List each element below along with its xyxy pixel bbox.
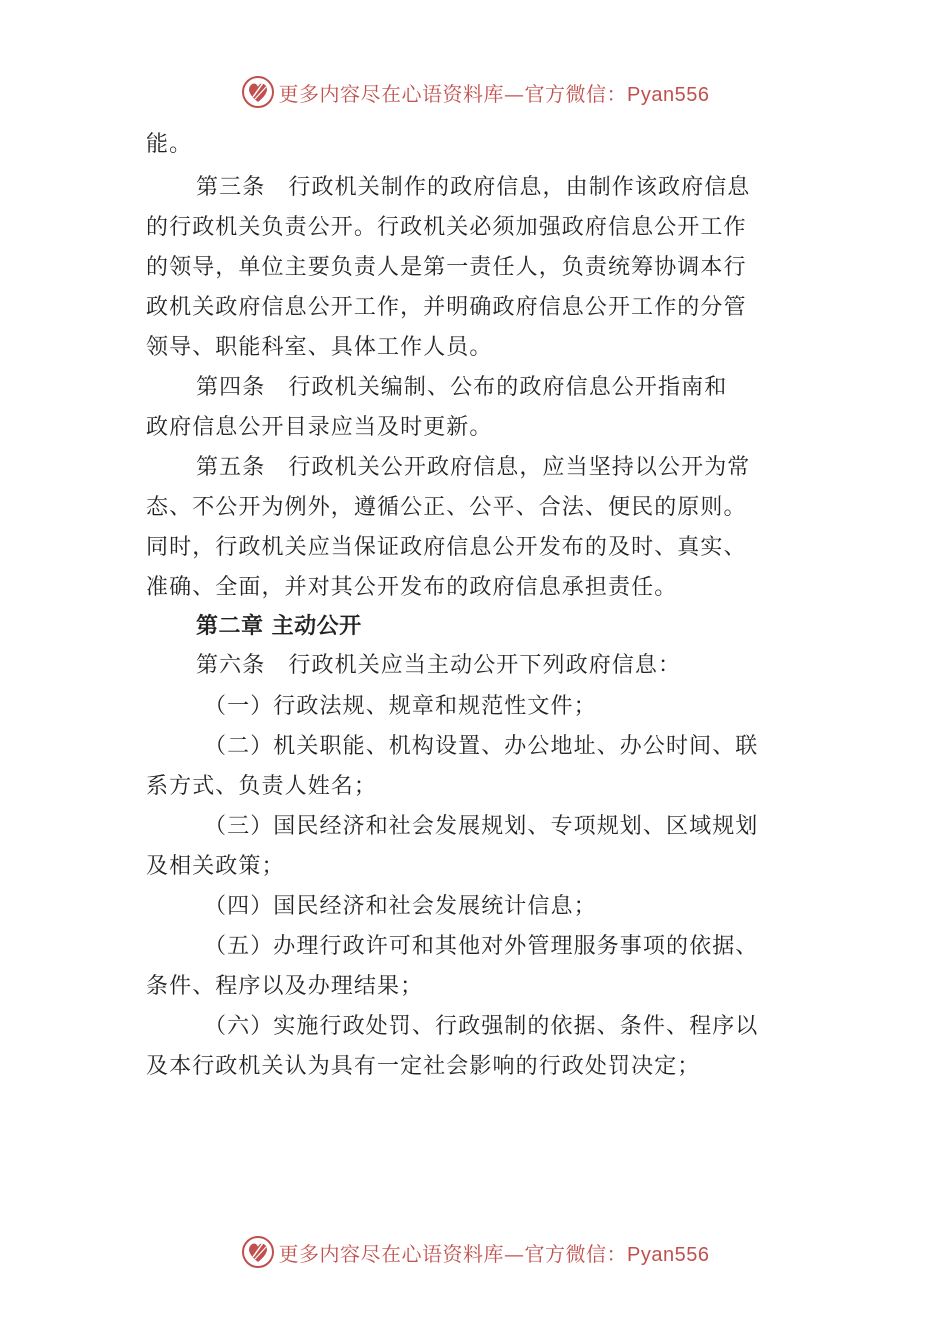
heart-fan-logo-icon [241,1235,275,1269]
text-line: 条件、程序以及办理结果； [146,974,424,999]
text-line: 准确、全面，并对其公开发布的政府信息承担责任。 [146,575,678,600]
list-item: （六）实施行政处罚、行政强制的依据、条件、程序以 [204,1014,759,1039]
list-item: （一）行政法规、规章和规范性文件； [204,694,597,719]
text-line: 能。 [146,132,193,157]
text-line: 政机关政府信息公开工作，并明确政府信息公开工作的分管 [146,295,747,320]
text-line: 领导、职能科室、具体工作人员。 [146,335,493,360]
text-line: 及本行政机关认为具有一定社会影响的行政处罚决定； [146,1054,701,1079]
chapter-heading: 第二章 主动公开 [196,614,362,639]
list-item: （四）国民经济和社会发展统计信息； [204,894,597,919]
text-line: 系方式、负责人姓名； [146,774,378,799]
banner-text: 更多内容尽在心语资料库—官方微信：Pyan556 [278,1241,710,1266]
list-item: （三）国民经济和社会发展规划、专项规划、区域规划 [204,814,759,839]
footer-banner [0,1232,950,1272]
list-item: （二）机关职能、机构设置、办公地址、办公时间、联 [204,734,759,759]
heart-fan-logo-icon [241,75,275,109]
text-line: 态、不公开为例外，遵循公正、公平、合法、便民的原则。 [146,495,747,520]
article-6-line: 第六条 行政机关应当主动公开下列政府信息： [196,653,682,678]
text-line: 的领导，单位主要负责人是第一责任人，负责统筹协调本行 [146,255,747,280]
header-banner [0,72,950,112]
banner-text: 更多内容尽在心语资料库—官方微信：Pyan556 [278,81,710,106]
text-line: 的行政机关负责公开。行政机关必须加强政府信息公开工作 [146,215,747,240]
article-3-line: 第三条 行政机关制作的政府信息，由制作该政府信息 [196,175,751,200]
list-item: （五）办理行政许可和其他对外管理服务事项的依据、 [204,934,759,959]
article-4-line: 第四条 行政机关编制、公布的政府信息公开指南和 [196,375,728,400]
text-line: 及相关政策； [146,854,285,879]
text-line: 同时，行政机关应当保证政府信息公开发布的及时、真实、 [146,535,747,560]
text-line: 政府信息公开目录应当及时更新。 [146,415,493,440]
article-5-line: 第五条 行政机关公开政府信息，应当坚持以公开为常 [196,455,751,480]
